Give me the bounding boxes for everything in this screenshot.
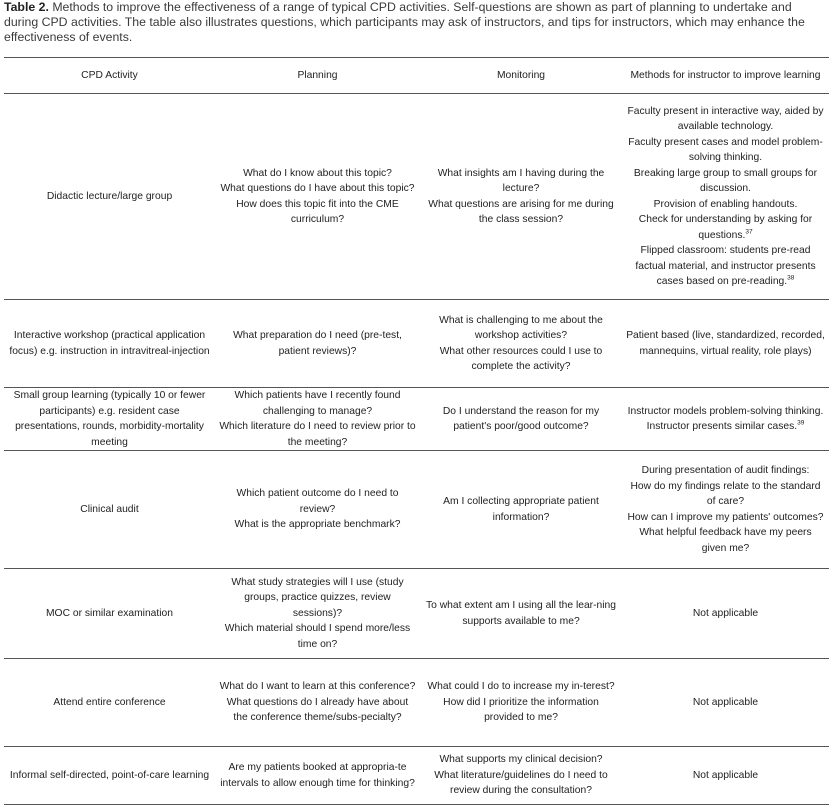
cell-instructor-methods <box>622 659 829 747</box>
planning-question: What study strategies will I use (study groups, practice quizzes, review sessions)? <box>231 576 404 619</box>
method-text: Breaking large group to small groups for discussion. <box>633 167 818 194</box>
planning-question: What do I want to learn at this conference? <box>219 681 416 693</box>
table-row <box>4 747 829 805</box>
cell-planning <box>215 569 420 659</box>
cell-cpd-activity: MOC or similar examination <box>45 607 174 619</box>
cell-planning <box>215 94 420 300</box>
monitoring-question: What questions are arising for me during the class session? <box>428 198 614 225</box>
planning-question: How does this topic fit into the CME curriculum? <box>236 198 399 225</box>
reference-superscript: 38 <box>787 274 795 282</box>
method-text: Not applicable <box>692 696 759 708</box>
method-item <box>626 419 825 435</box>
method-text: Check for understanding by asking for questions. <box>638 214 813 241</box>
cell-planning <box>215 451 420 569</box>
monitoring-question: Do I understand the reason for my patient's poor/good outcome? <box>442 405 600 432</box>
planning-question: Which literature do I need to review prior to the meeting? <box>219 421 416 448</box>
cell-cpd-activity: Small group learning (typically 10 or fewer participants) e.g. resident case presentations, rounds, morbidity-mortality meeting <box>13 390 206 448</box>
cell-cpd-activity: Informal self-directed, point-of-care learning <box>9 769 210 781</box>
method-text: Instructor models problem-solving thinking. <box>627 405 824 417</box>
method-item <box>626 104 825 135</box>
method-item <box>626 768 825 784</box>
monitoring-question: What other resources could I use to complete the activity? <box>439 345 603 372</box>
planning-question: What is the appropriate benchmark? <box>234 519 401 531</box>
method-text: Faculty present in interactive way, aided by available technology. <box>627 105 824 132</box>
table-row <box>4 300 829 388</box>
method-text: What helpful feedback have my peers given me? <box>639 527 812 554</box>
method-item <box>626 212 825 243</box>
planning-question: What questions do I already have about the conference theme/subs-pecialty? <box>226 696 409 724</box>
cell-cpd-activity: Clinical audit <box>80 503 139 515</box>
table-body <box>4 94 829 805</box>
planning-question: Which patient outcome do I need to review? <box>236 488 399 515</box>
method-text: During presentation of audit findings: <box>641 465 810 476</box>
cell-instructor-methods <box>622 451 829 569</box>
monitoring-question: What literature/guidelines do I need to review during the consultation? <box>434 769 608 797</box>
cell-monitoring <box>420 300 622 388</box>
cell-instructor-methods <box>622 388 829 451</box>
table-row <box>4 569 829 659</box>
method-text: How do my findings relate to the standard of care? <box>630 480 821 507</box>
cell-planning <box>215 300 420 388</box>
method-item <box>626 695 825 711</box>
header-cpd-activity: CPD Activity <box>81 69 138 81</box>
cell-instructor-methods <box>622 747 829 805</box>
method-text: Instructor presents similar cases. <box>646 421 798 432</box>
method-item <box>626 243 825 290</box>
planning-question: What do I know about this topic? <box>243 167 392 179</box>
cell-instructor-methods <box>622 569 829 659</box>
cell-cpd-activity: Attend entire conference <box>53 696 166 708</box>
cell-monitoring <box>420 388 622 451</box>
monitoring-question: What insights am I having during the lecture? <box>437 167 605 194</box>
planning-question: Which material should I spend more/less time on? <box>224 623 411 650</box>
method-item <box>626 404 825 420</box>
cell-monitoring <box>420 94 622 300</box>
caption-text: Methods to improve the effectiveness of a range of typical CPD activities. Self-questions are shown as part of planning to undertake and during CPD activities. The table also illustrates questions, which participants may ask of instructors, and tips for instructors, which may enhance the effectiveness of events. <box>4 0 805 44</box>
planning-question: What questions do I have about this topic? <box>220 183 415 194</box>
method-text: Provision of enabling handouts. <box>653 198 798 210</box>
reference-superscript: 39 <box>797 419 805 427</box>
cell-instructor-methods <box>622 94 829 300</box>
method-item <box>626 510 825 526</box>
monitoring-question: What is challenging to me about the workshop activities? <box>439 314 603 341</box>
reference-superscript: 37 <box>745 228 753 236</box>
method-item <box>626 197 825 213</box>
table-caption <box>4 0 829 45</box>
monitoring-question: How did I prioritize the information provided to me? <box>443 696 599 724</box>
method-text: How can I improve my patients' outcomes? <box>627 511 824 523</box>
method-text: Flipped classroom: students pre-read factual material, and instructor presents cases based on pre-reading. <box>635 245 816 287</box>
method-item <box>626 525 825 556</box>
table-row <box>4 94 829 300</box>
cell-planning <box>215 659 420 747</box>
table-row <box>4 388 829 451</box>
method-item <box>626 606 825 622</box>
cell-planning <box>215 747 420 805</box>
method-item <box>626 166 825 197</box>
planning-question: Which patients have I recently found challenging to manage? <box>234 390 401 417</box>
planning-question: Are my patients booked at appropria-te intervals to allow enough time for thinking? <box>220 762 415 789</box>
cell-cpd-activity: Didactic lecture/large group <box>46 190 173 202</box>
table-label: Table 2. <box>4 0 49 14</box>
cell-monitoring <box>420 747 622 805</box>
cell-planning <box>215 388 420 451</box>
planning-question: What preparation do I need (pre-test, patient reviews)? <box>233 330 402 357</box>
monitoring-question: What supports my clinical decision? <box>439 754 603 766</box>
cell-monitoring <box>420 659 622 747</box>
monitoring-question: Am I collecting appropriate patient information? <box>443 496 599 523</box>
header-planning: Planning <box>297 69 338 81</box>
cpd-methods-table <box>4 57 829 805</box>
monitoring-question: What could I do to increase my in-terest? <box>427 681 615 693</box>
method-item <box>626 479 825 510</box>
cell-instructor-methods <box>622 300 829 388</box>
method-item <box>626 463 825 479</box>
method-item <box>626 135 825 166</box>
method-item <box>626 328 825 359</box>
header-methods: Methods for instructor to improve learning <box>630 69 821 81</box>
table-row <box>4 451 829 569</box>
header-monitoring: Monitoring <box>496 69 546 81</box>
cell-monitoring <box>420 569 622 659</box>
table-header-row <box>4 58 829 94</box>
table-row <box>4 659 829 747</box>
method-text: Patient based (live, standardized, recorded, mannequins, virtual reality, role plays) <box>626 330 825 357</box>
method-text: Not applicable <box>692 769 759 781</box>
method-text: Not applicable <box>692 607 759 619</box>
monitoring-question: To what extent am I using all the lear-ning supports available to me? <box>425 600 617 627</box>
method-text: Faculty present cases and model problem-solving thinking. <box>628 136 823 163</box>
cell-cpd-activity: Interactive workshop (practical application focus) e.g. instruction in intravitreal-injection <box>9 330 210 357</box>
cell-monitoring <box>420 451 622 569</box>
